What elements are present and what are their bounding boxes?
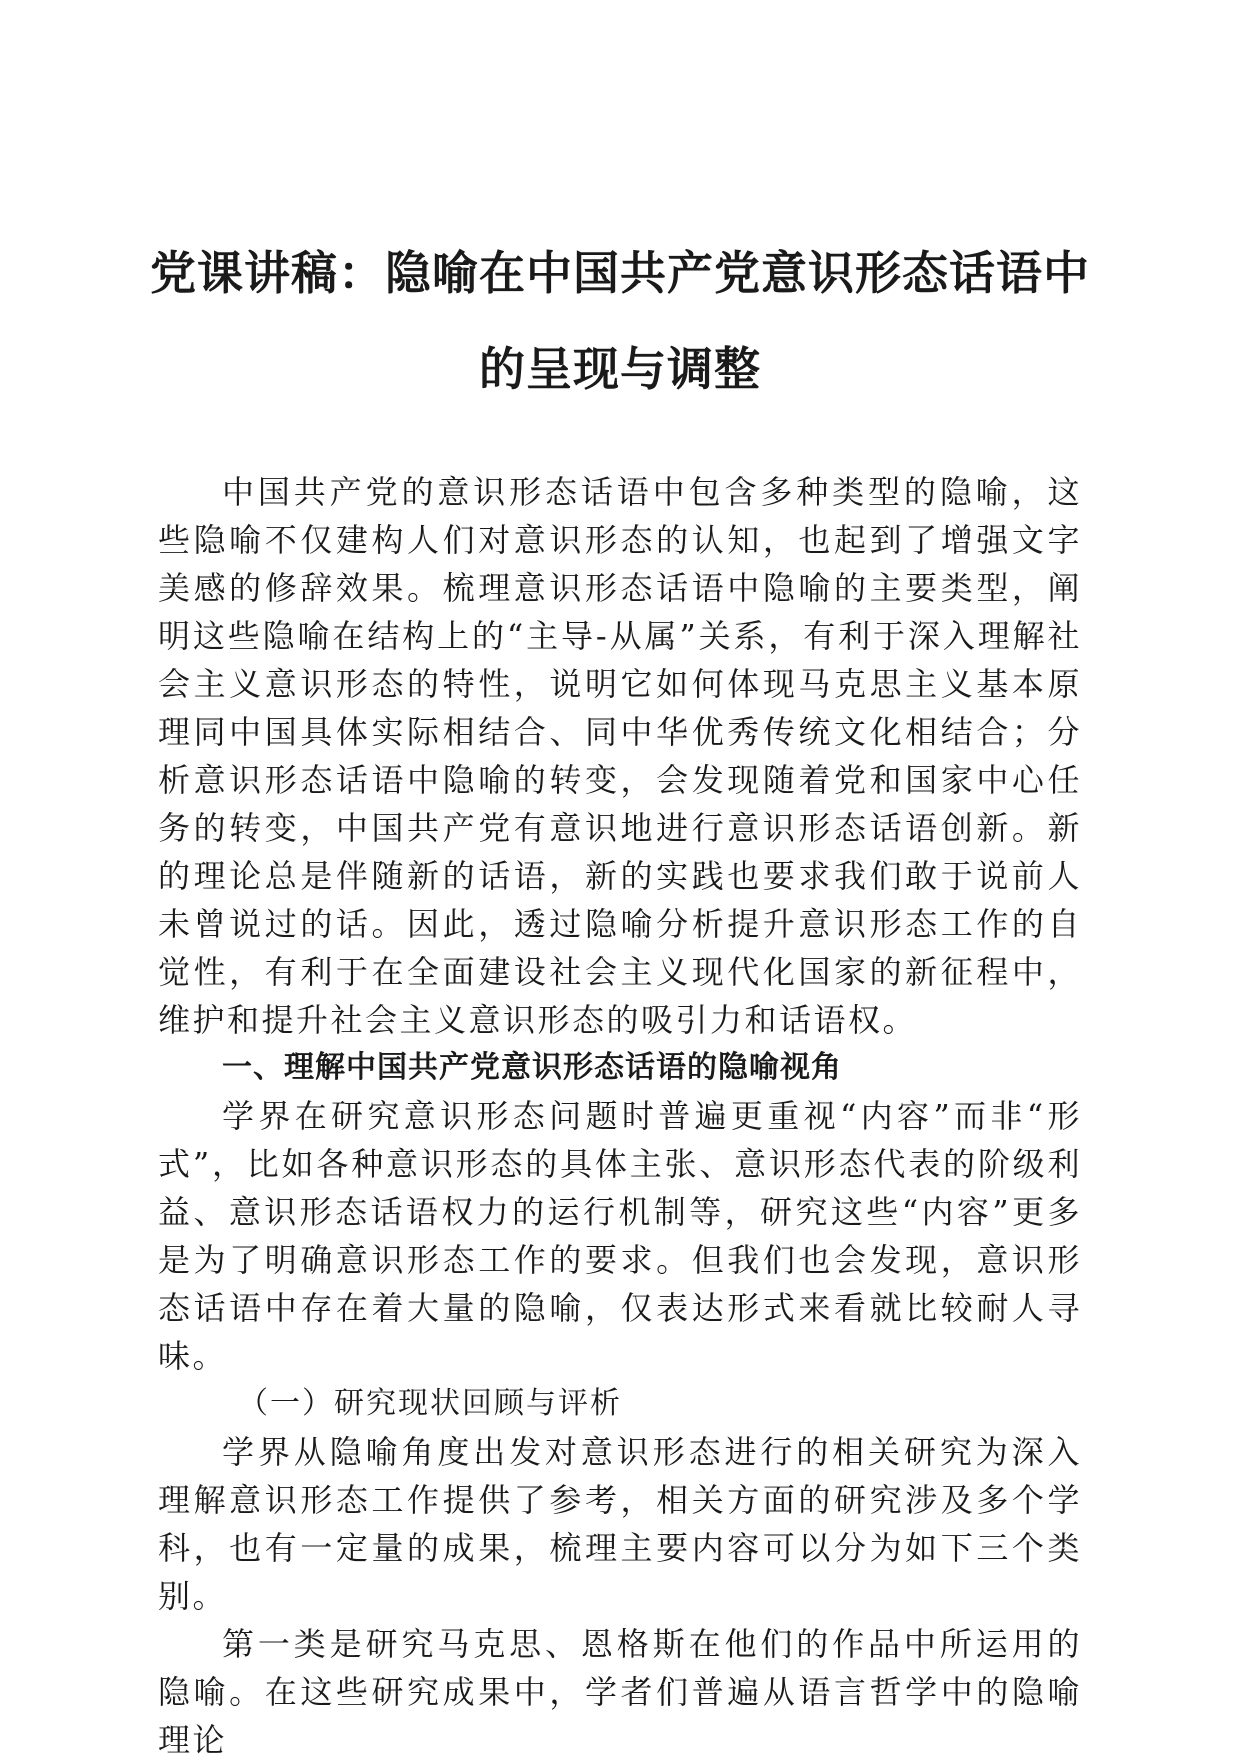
paragraph-intro: 中国共产党的意识形态话语中包含多种类型的隐喻，这些隐喻不仅建构人们对意识形态的认知，也起到了增强文字美感的修辞效果。梳理意识形态话语中隐喻的主要类型，阐明这些隐喻在结构上的“主导-从属”关系，有利于深入理解社会主义意识形态的特性，说明它如何体现马克思主义基本原理同中国具体实际相结合、同中华优秀传统文化相结合；分析意识形态话语中隐喻的转变，会发现随着党和国家中心任务的转变，中国共产党有意识地进行意识形态话语创新。新的理论总是伴随新的话语，新的实践也要求我们敢于说前人未曾说过的话。因此，透过隐喻分析提升意识形态工作的自觉性，有利于在全面建设社会主义现代化国家的新征程中，维护和提升社会主义意识形态的吸引力和话语权。 [158, 473, 1082, 1039]
paragraph-subsection-1: 学界从隐喻角度出发对意识形态进行的相关研究为深入理解意识形态工作提供了参考，相关方面的研究涉及多个学科，也有一定量的成果，梳理主要内容可以分为如下三个类别。 [158, 1433, 1082, 1615]
subsection-heading-1: （一）研究现状回顾与评析 [238, 1386, 622, 1421]
document-title [150, 225, 1090, 417]
document-body [158, 468, 1082, 1764]
section-heading-1: 一、理解中国共产党意识形态话语的隐喻视角 [222, 1050, 842, 1085]
title-line-1: 党课讲稿：隐喻在中国共产党意识形态话语中 [150, 246, 1090, 300]
paragraph-section-1: 学界在研究意识形态问题时普遍更重视“内容”而非“形式”，比如各种意识形态的具体主张、意识形态代表的阶级利益、意识形态话语权力的运行机制等，研究这些“内容”更多是为了明确意识形态工作的要求。但我们也会发现，意识形态话语中存在着大量的隐喻，仅表达形式来看就比较耐人寻味。 [158, 1097, 1082, 1375]
title-line-2: 的呈现与调整 [479, 342, 761, 396]
paragraph-category-1: 第一类是研究马克思、恩格斯在他们的作品中所运用的隐喻。在这些研究成果中，学者们普遍从语言哲学中的隐喻理论 [158, 1625, 1082, 1759]
